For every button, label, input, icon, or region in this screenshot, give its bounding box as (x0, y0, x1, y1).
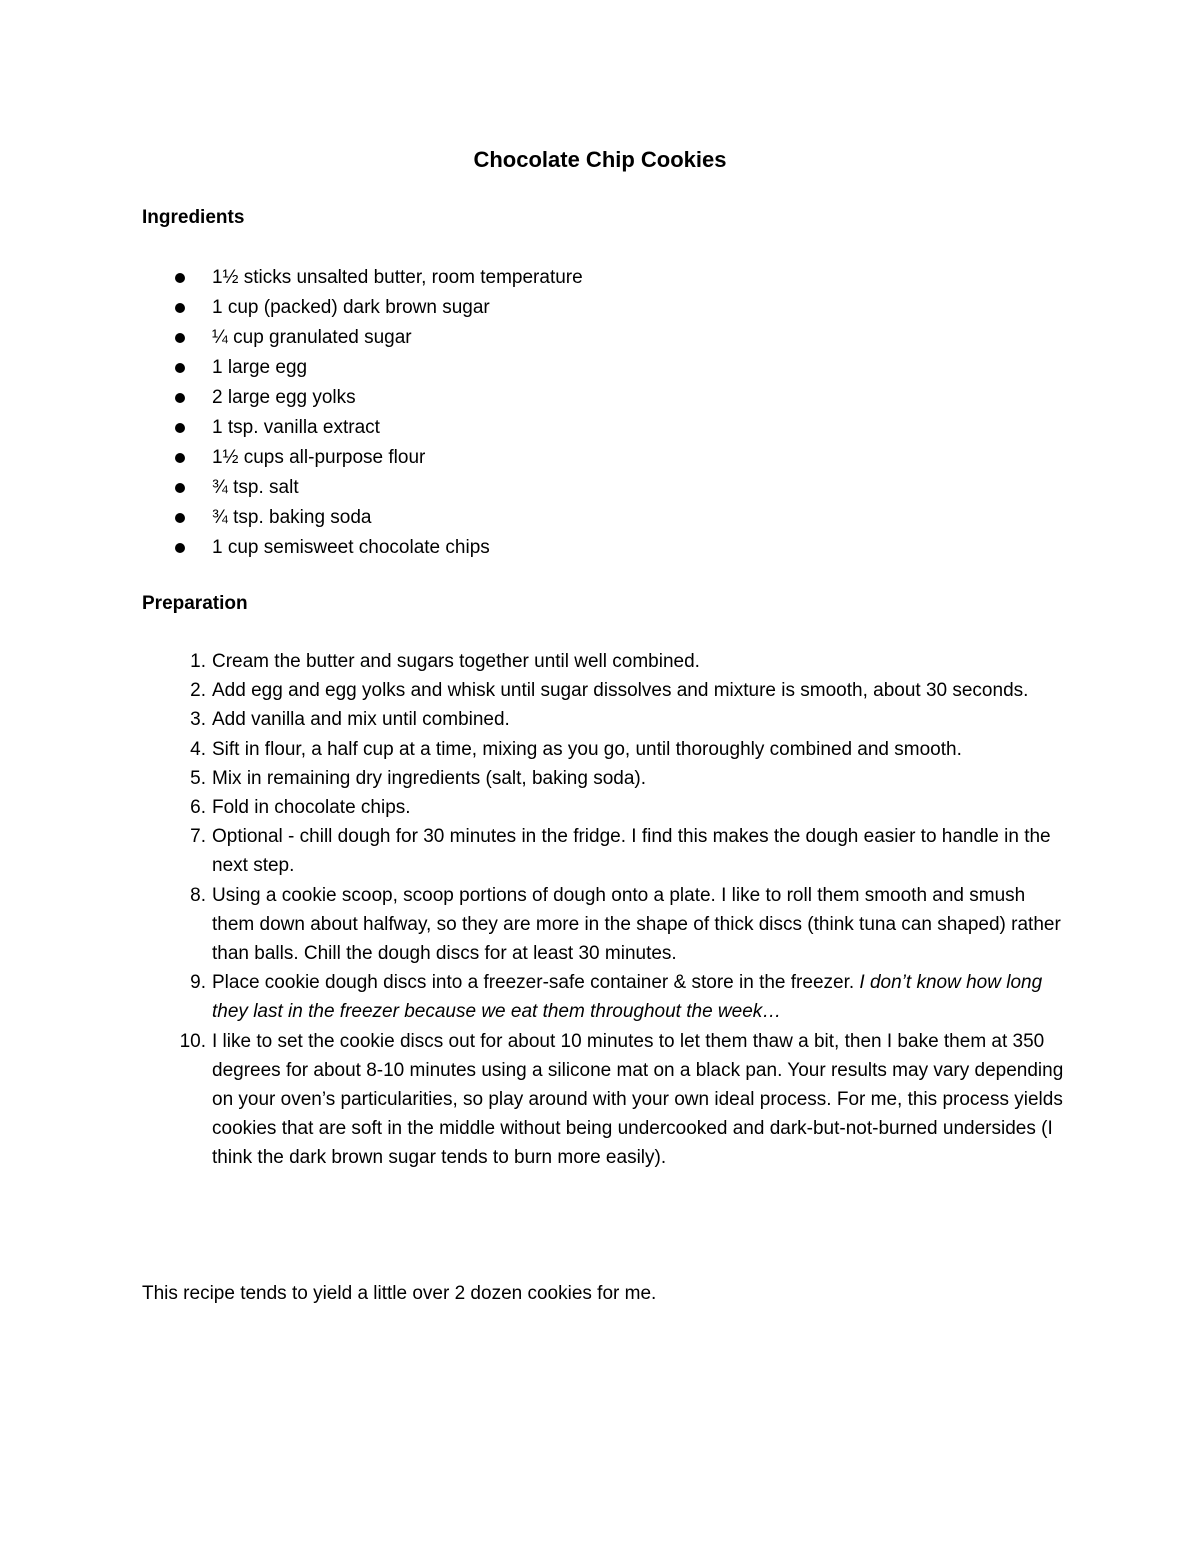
preparation-heading: Preparation (142, 593, 248, 614)
bullet-icon (175, 513, 185, 523)
step-item (0, 676, 1072, 705)
step-number: 4. (190, 738, 206, 760)
step-item (0, 968, 1072, 1026)
step-number: 6. (190, 797, 206, 819)
ingredient-item: 1½ sticks unsalted butter, room temperature (0, 263, 1200, 293)
step-number: 3. (190, 709, 206, 731)
step-text: Using a cookie scoop, scoop portions of dough onto a plate. I like to roll them smooth and smush them down about halfway, so they are more in the shape of thick discs (think tuna can shaped) rather than balls. Chill the dough discs for at least 30 minutes. (212, 884, 1061, 965)
ingredient-item: 1 tsp. vanilla extract (0, 413, 1200, 443)
step-item (0, 1027, 1072, 1173)
step-item (0, 647, 1072, 676)
step-text: I like to set the cookie discs out for about 10 minutes to let them thaw a bit, then I bake them at 350 degrees for about 8-10 minutes using a silicone mat on a black pan. Your results may vary depending on your oven’s particularities, so play around with your own ideal process. For me, this process yields cookies that are soft in the middle without being undercooked and dark-but-not-burned undersides (I think the dark brown sugar tends to burn more easily). (212, 1030, 1064, 1169)
step-italic-note: I don’t know how long they last in the freezer because we eat them throughout the week… (212, 972, 1043, 1023)
bullet-icon (175, 303, 185, 313)
step-text: Optional - chill dough for 30 minutes in the fridge. I find this makes the dough easier to handle in the next step. (212, 826, 1051, 877)
ingredient-item: 2 large egg yolks (0, 383, 1200, 413)
bullet-icon (175, 543, 185, 553)
step-text: Add egg and egg yolks and whisk until sugar dissolves and mixture is smooth, about 30 seconds. (212, 680, 1029, 702)
step-number: 1. (190, 651, 206, 672)
bullet-icon (175, 273, 185, 283)
ingredients-heading: Ingredients (142, 207, 245, 228)
step-text: Sift in flour, a half cup at a time, mixing as you go, until thoroughly combined and smooth. (212, 738, 962, 760)
bullet-icon (175, 483, 185, 493)
page-title: Chocolate Chip Cookies (473, 147, 727, 172)
preparation-steps (0, 647, 1200, 1173)
ingredient-item: 1 cup (packed) dark brown sugar (0, 293, 1200, 323)
step-number: 8. (190, 884, 206, 906)
step-text: Add vanilla and mix until combined. (212, 709, 510, 731)
step-number: 5. (190, 767, 206, 789)
bullet-icon (175, 393, 185, 403)
step-item (0, 705, 1072, 734)
step-item (0, 881, 1072, 969)
step-number: 7. (190, 826, 206, 848)
ingredient-item: ¾ tsp. baking soda (0, 503, 1200, 533)
step-item (0, 735, 1072, 764)
step-number: 2. (190, 680, 206, 702)
step-text: Fold in chocolate chips. (212, 797, 411, 819)
step-item (0, 764, 1072, 793)
bullet-icon (175, 423, 185, 433)
bullet-icon (175, 453, 185, 463)
bullet-icon (175, 333, 185, 343)
ingredient-item: 1½ cups all-purpose flour (0, 443, 1200, 473)
step-item (0, 793, 1072, 822)
step-number: 9. (190, 972, 206, 994)
ingredient-item: 1 cup semisweet chocolate chips (0, 533, 1200, 563)
step-number: 10. (179, 1030, 206, 1052)
ingredient-item: 1 large egg (0, 353, 1200, 383)
step-text: Mix in remaining dry ingredients (salt, baking soda). (212, 767, 647, 789)
step-item (0, 822, 1072, 880)
step-text: Place cookie dough discs into a freezer-safe container & store in the freezer. (212, 972, 860, 994)
ingredient-item: ¾ tsp. salt (0, 473, 1200, 503)
bullet-icon (175, 363, 185, 373)
ingredients-list (0, 263, 1200, 563)
ingredient-item: ¼ cup granulated sugar (0, 323, 1200, 353)
yield-note: This recipe tends to yield a little over 2 dozen cookies for me. (142, 1283, 657, 1304)
step-text: Cream the butter and sugars together until well combined. (212, 651, 700, 672)
